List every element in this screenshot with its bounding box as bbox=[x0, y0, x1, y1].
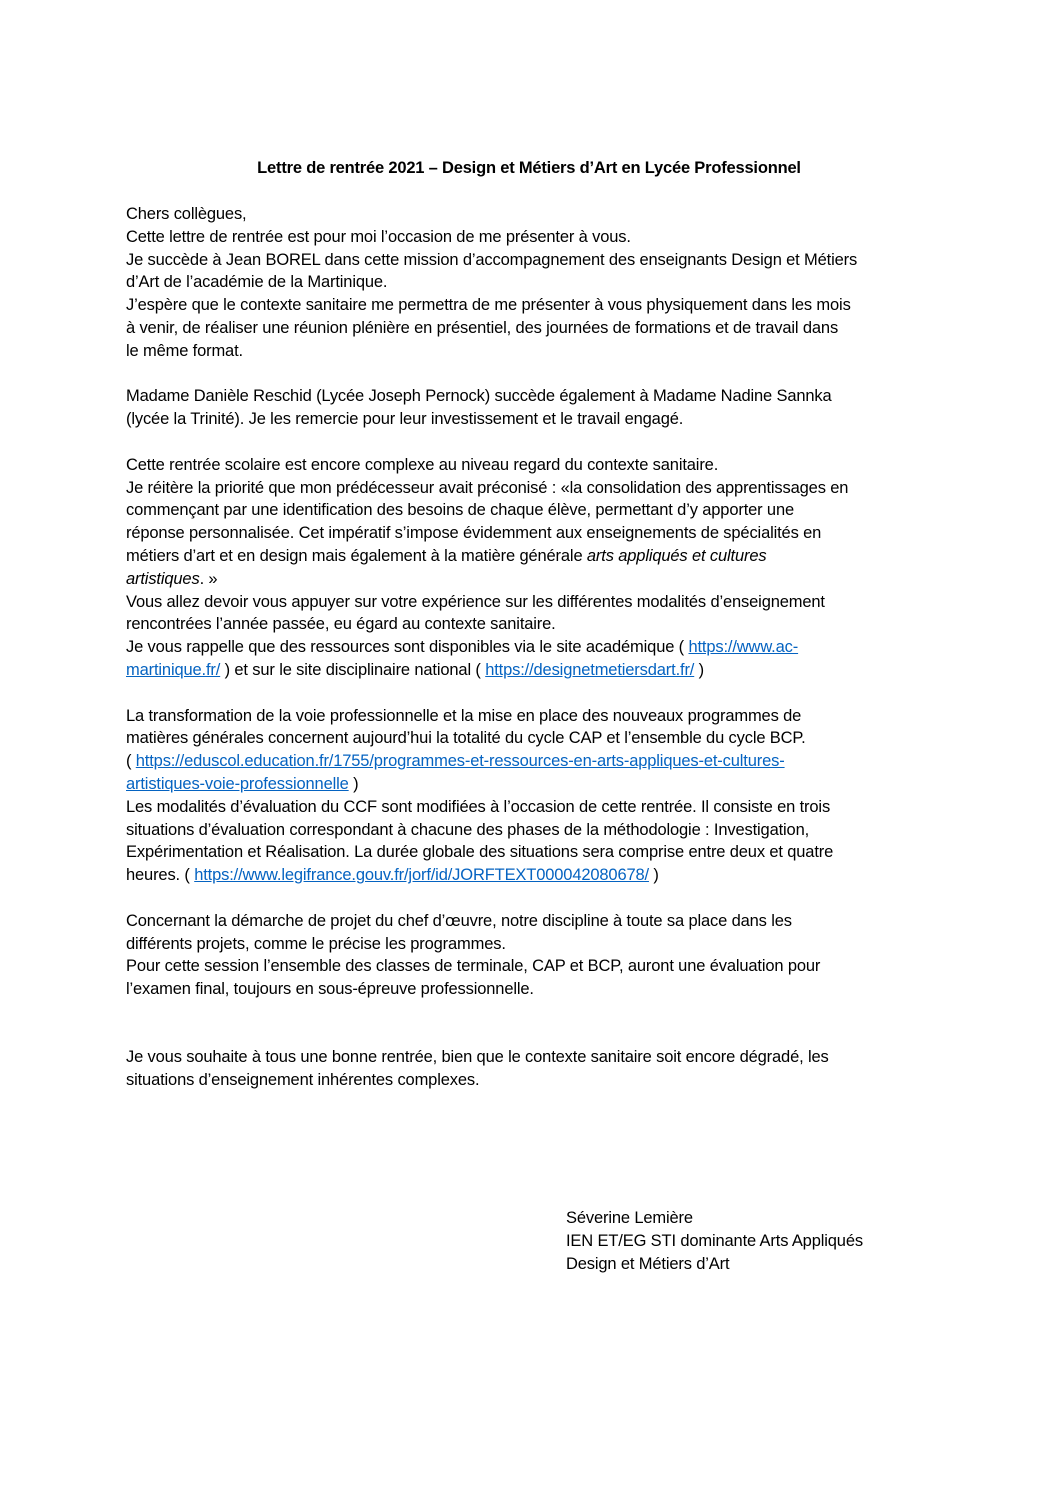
text-line: rencontrées l’année passée, eu égard au contexte sanitaire. bbox=[126, 615, 556, 634]
text-span: ) et sur le site disciplinaire national ( bbox=[220, 660, 486, 679]
text-line: Cette lettre de rentrée est pour moi l’occasion de me présenter à vous. bbox=[126, 227, 631, 246]
text-line: Madame Danièle Reschid (Lycée Joseph Pernock) succède également à Madame Nadine Sannka bbox=[126, 387, 832, 406]
text-line: Expérimentation et Réalisation. La durée globale des situations sera comprise entre deux et quatre bbox=[126, 843, 834, 862]
text-line: le même format. bbox=[126, 341, 243, 360]
legifrance-link[interactable]: https://www.legifrance.gouv.fr/jorf/id/JORFTEXT000042080678/ bbox=[194, 866, 649, 885]
text-line bbox=[126, 545, 936, 568]
text-line: différents projets, comme le précise les programmes. bbox=[126, 934, 506, 953]
paragraph-context bbox=[126, 454, 936, 682]
text-line: commençant par une identification des besoins de chaque élève, permettant d’y apporter une bbox=[126, 501, 795, 520]
text-line: J’espère que le contexte sanitaire me permettra de me présenter à vous physiquement dans les mois bbox=[126, 296, 851, 315]
text-line: Je vous souhaite à tous une bonne rentrée, bien que le contexte sanitaire soit encore dégradé, les bbox=[126, 1048, 829, 1067]
paragraph-introduction bbox=[126, 226, 936, 363]
text-line: d’Art de l’académie de la Martinique. bbox=[126, 273, 388, 292]
eduscol-link[interactable]: https://eduscol.education.fr/1755/programmes-et-ressources-en-arts-appliques-et-cultures- bbox=[135, 752, 785, 771]
text-line: matières générales concernent aujourd’hui la totalité du cycle CAP et l’ensemble du cycle BCP. bbox=[126, 729, 806, 748]
signature-role: IEN ET/EG STI dominante Arts Appliqués bbox=[566, 1232, 863, 1251]
paragraph-chef-oeuvre bbox=[126, 910, 936, 1001]
italic-text: arts appliqués et cultures bbox=[586, 546, 767, 565]
text-line: situations d’évaluation correspondant à chacune des phases de la méthodologie : Investigation, bbox=[126, 820, 810, 839]
text-line: (lycée la Trinité). Je les remercie pour leur investissement et le travail engagé. bbox=[126, 410, 684, 429]
text-line bbox=[126, 659, 936, 682]
letter-body bbox=[126, 203, 936, 1092]
text-span: ) bbox=[648, 866, 659, 885]
text-line: Les modalités d’évaluation du CCF sont modifiées à l’occasion de cette rentrée. Il consiste en trois bbox=[126, 797, 831, 816]
designetmetiersdart-link[interactable]: https://designetmetiersdart.fr/ bbox=[485, 660, 695, 679]
text-line: à venir, de réaliser une réunion plénière en présentiel, des journées de formations et de travail dans bbox=[126, 318, 839, 337]
paragraph-succession bbox=[126, 385, 936, 431]
text-span: ( bbox=[126, 752, 136, 771]
text-line bbox=[126, 750, 936, 773]
ac-martinique-link[interactable]: https://www.ac- bbox=[688, 638, 799, 657]
text-line: Pour cette session l’ensemble des classes de terminale, CAP et BCP, auront une évaluation pour bbox=[126, 957, 821, 976]
text-line: situations d’enseignement inhérentes complexes. bbox=[126, 1071, 480, 1090]
text-span: métiers d’art et en design mais également à la matière générale bbox=[126, 546, 587, 565]
signature-block bbox=[566, 1207, 863, 1277]
text-line bbox=[126, 636, 936, 659]
paragraph-closing bbox=[126, 1046, 936, 1092]
text-line: Je réitère la priorité que mon prédécesseur avait préconisé : «la consolidation des apprentissages en bbox=[126, 478, 849, 497]
letter-title: Lettre de rentrée 2021 – Design et Métiers d’Art en Lycée Professionnel bbox=[257, 159, 801, 177]
text-line: Je succède à Jean BOREL dans cette mission d’accompagnement des enseignants Design et Métiers bbox=[126, 250, 858, 269]
signature-field: Design et Métiers d’Art bbox=[566, 1255, 730, 1274]
signature-name: Séverine Lemière bbox=[566, 1209, 693, 1227]
text-line bbox=[126, 864, 936, 887]
text-line: l’examen final, toujours en sous-épreuve professionnelle. bbox=[126, 980, 534, 999]
text-line bbox=[126, 568, 936, 591]
text-line: réponse personnalisée. Cet impératif s’impose évidemment aux enseignements de spécialités en bbox=[126, 524, 822, 543]
text-span: Je vous rappelle que des ressources sont disponibles via le site académique ( bbox=[126, 638, 689, 657]
ac-martinique-link-cont[interactable]: martinique.fr/ bbox=[126, 660, 221, 679]
text-line: Concernant la démarche de projet du chef d’œuvre, notre discipline à toute sa place dans les bbox=[126, 911, 792, 930]
text-line: Cette rentrée scolaire est encore complexe au niveau regard du contexte sanitaire. bbox=[126, 455, 719, 474]
greeting: Chers collègues, bbox=[126, 205, 247, 223]
eduscol-link-cont[interactable]: artistiques-voie-professionnelle bbox=[126, 774, 349, 793]
text-span: . » bbox=[199, 569, 218, 588]
text-span: heures. ( bbox=[126, 866, 195, 885]
text-line: Vous allez devoir vous appuyer sur votre expérience sur les différentes modalités d’enseignement bbox=[126, 592, 825, 611]
text-line: La transformation de la voie professionnelle et la mise en place des nouveaux programmes de bbox=[126, 706, 802, 725]
italic-text: artistiques bbox=[126, 569, 200, 588]
text-span: ) bbox=[348, 774, 359, 793]
paragraph-transformation bbox=[126, 705, 936, 887]
text-line bbox=[126, 773, 936, 796]
text-span: ) bbox=[694, 660, 705, 679]
